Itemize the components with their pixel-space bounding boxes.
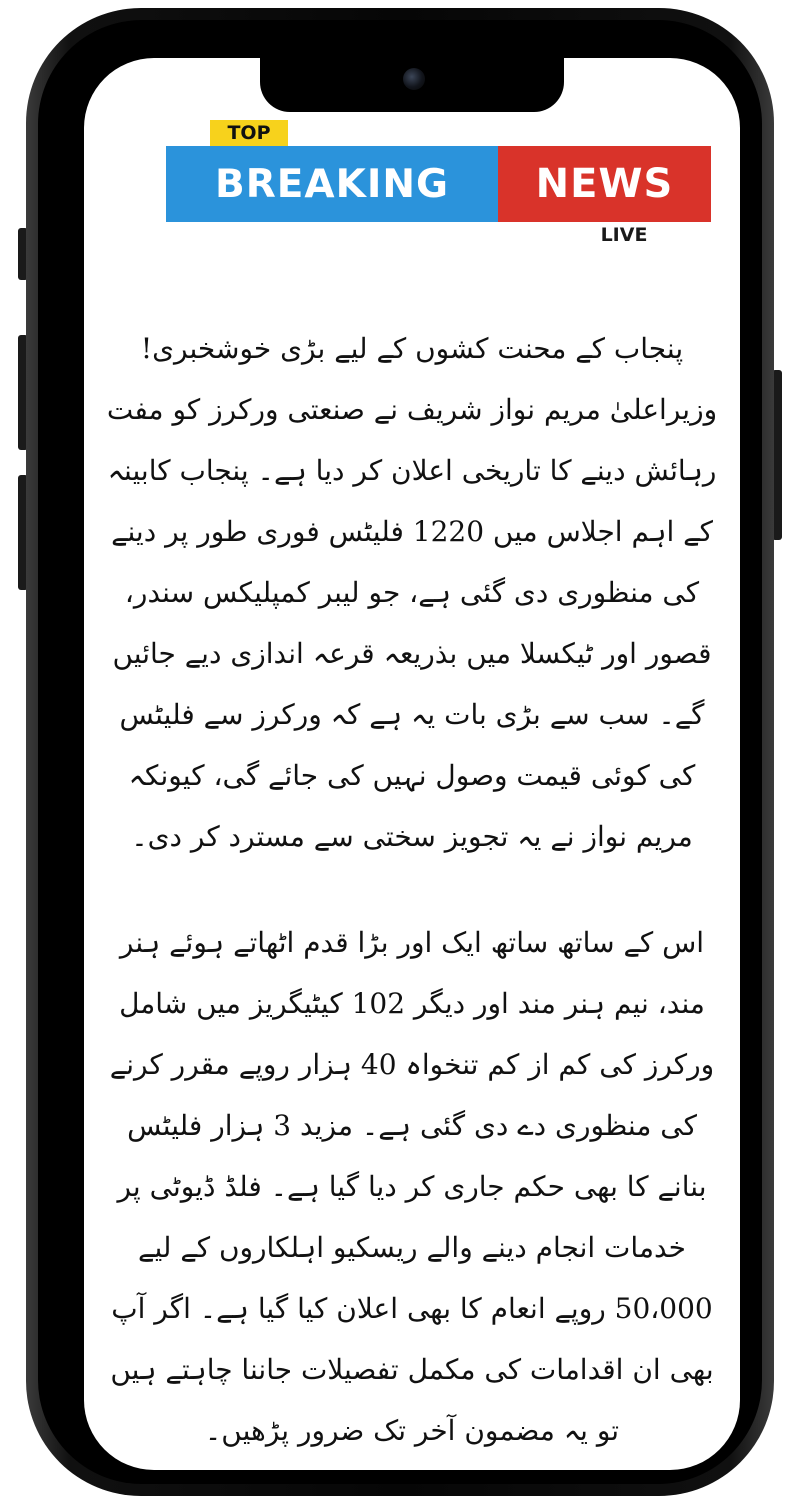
article-paragraph-2: اس کے ساتھ ساتھ ایک اور بڑا قدم اٹھاتے ہوئے ہنر مند، نیم ہنر مند اور دیگر 102 کیٹیگریز میں شامل ورکرز کی کم از کم تنخواہ 40 ہزار روپے مقرر کرنے کی منظوری دے دی گئی ہے۔ مزید 3 ہزار فلیٹس بنانے کا بھی حکم جاری کر دیا گیا ہے۔ فلڈ ڈیوٹی پر خدمات انجام دینے والے ریسکیو اہلکاروں کے لیے 50،000 روپے انعام کا بھی اعلان کیا گیا ہے۔ اگر آپ بھی ان اقدامات کی مکمل تفصیلات جاننا چاہتے ہیں تو یہ مضمون آخر تک ضرور پڑھیں۔ xyxy=(109,926,715,1447)
top-tag: TOP xyxy=(210,120,288,146)
news-label: NEWS xyxy=(498,146,711,222)
live-tag: LIVE xyxy=(579,222,669,248)
breaking-label: BREAKING xyxy=(166,146,498,222)
phone-bezel xyxy=(38,20,762,1484)
camera-icon xyxy=(403,68,425,90)
phone-screen xyxy=(84,58,740,1470)
notch xyxy=(260,58,564,112)
article-paragraph-1: پنجاب کے محنت کشوں کے لیے بڑی خوشخبری! وزیراعلیٰ مریم نواز شریف نے صنعتی ورکرز کو مفت رہائش دینے کا تاریخی اعلان کر دیا ہے۔ پنجاب کابینہ کے اہم اجلاس میں 1220 فلیٹس فوری طور پر دینے کی منظوری دی گئی ہے، جو لیبر کمپلیکس سندر، قصور اور ٹیکسلا میں بذریعہ قرعہ اندازی دیے جائیں گے۔ سب سے بڑی بات یہ ہے کہ ورکرز سے فلیٹس کی کوئی قیمت وصول نہیں کی جائے گی، کیونکہ مریم نواز نے یہ تجویز سختی سے مسترد کر دی۔ xyxy=(106,332,718,853)
phone-frame xyxy=(26,8,774,1496)
breaking-news-banner xyxy=(166,120,711,248)
